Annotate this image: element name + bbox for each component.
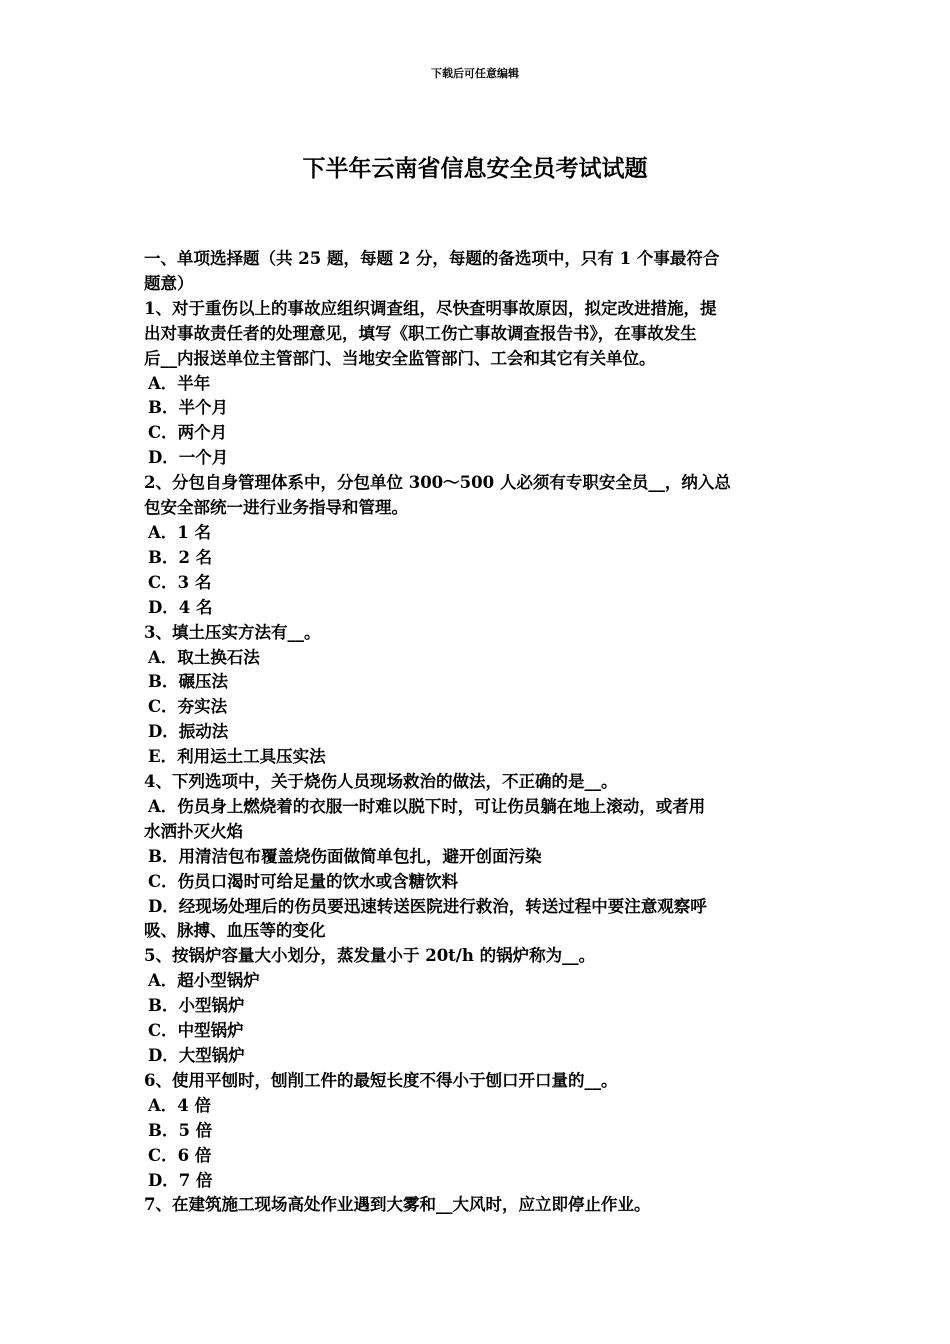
question-text-line: 7、在建筑施工现场高处作业遇到大雾和__大风时，应立即停止作业。 <box>144 1195 651 1215</box>
answer-option-line: C．两个月 <box>148 423 228 443</box>
section-heading-line: 一、单项选择题（共 25 题，每题 2 分，每题的备选项中，只有 1 个事最符合 <box>144 249 720 268</box>
answer-option-line: D．4 名 <box>148 597 213 617</box>
answer-option-line: B．碾压法 <box>148 672 228 692</box>
question-text-line: 4、下列选项中，关于烧伤人员现场救治的做法，不正确的是__。 <box>144 772 618 792</box>
header-note: 下载后可任意编辑 <box>431 67 519 80</box>
answer-option-line: A．半年 <box>148 373 211 393</box>
answer-option-line: A．超小型锅炉 <box>148 971 260 991</box>
question-text-line: 出对事故责任者的处理意见，填写《职工伤亡事故调查报告书》，在事故发生 <box>144 323 697 343</box>
answer-option-line: B．半个月 <box>148 398 228 418</box>
document-title: 下半年云南省信息安全员考试试题 <box>302 155 648 182</box>
question-text-line: 2、分包自身管理体系中，分包单位 300～500 人必须有专职安全员__，纳入总 <box>144 473 731 493</box>
question-text-line: 3、填土压实方法有__。 <box>144 622 321 642</box>
answer-option-line: C．6 倍 <box>148 1145 212 1165</box>
answer-option-line: B．2 名 <box>148 547 213 567</box>
answer-option-line: B．5 倍 <box>148 1120 213 1140</box>
answer-option-line: E．利用运土工具压实法 <box>148 747 326 767</box>
answer-option-line: D．振动法 <box>148 722 229 742</box>
answer-option-line: D．一个月 <box>148 448 229 468</box>
answer-option-line: B．用清洁包布覆盖烧伤面做简单包扎，避开创面污染 <box>148 846 542 866</box>
answer-option-line: A．1 名 <box>148 522 212 542</box>
answer-option-line: B．小型锅炉 <box>148 996 245 1016</box>
answer-option-line: A．取土换石法 <box>148 647 260 667</box>
question-text-line: 6、使用平刨时，刨削工件的最短长度不得小于刨口开口量的__。 <box>144 1070 618 1090</box>
question-text-line: 后__内报送单位主管部门、当地安全监管部门、工会和其它有关单位。 <box>144 348 656 368</box>
answer-option-line: C．中型锅炉 <box>148 1021 244 1041</box>
question-text-line: 包安全部统一进行业务指导和管理。 <box>144 498 408 518</box>
answer-option-line: C．3 名 <box>148 572 212 592</box>
answer-option-line: D．经现场处理后的伤员要迅速转送医院进行救治，转送过程中要注意观察呼 <box>148 896 707 916</box>
question-text-line: 吸、脉搏、血压等的变化 <box>144 921 326 941</box>
question-text-line: 1、对于重伤以上的事故应组织调查组，尽快查明事故原因，拟定改进措施，提 <box>144 298 717 318</box>
answer-option-line: A．4 倍 <box>148 1095 212 1115</box>
answer-option-line: D．大型锅炉 <box>148 1046 245 1065</box>
answer-option-line: D．7 倍 <box>148 1170 213 1190</box>
answer-option-line: C．夯实法 <box>148 697 228 717</box>
answer-option-line: A．伤员身上燃烧着的衣服一时难以脱下时，可让伤员躺在地上滚动，或者用 <box>148 796 706 816</box>
answer-option-line: C．伤员口渴时可给足量的饮水或含糖饮料 <box>148 871 459 891</box>
question-text-line: 5、按锅炉容量大小划分，蒸发量小于 20t/h 的锅炉称为__。 <box>144 946 596 966</box>
section-heading-line: 题意） <box>144 273 194 293</box>
question-text-line: 水洒扑灭火焰 <box>144 821 243 841</box>
document-body <box>144 247 808 1218</box>
